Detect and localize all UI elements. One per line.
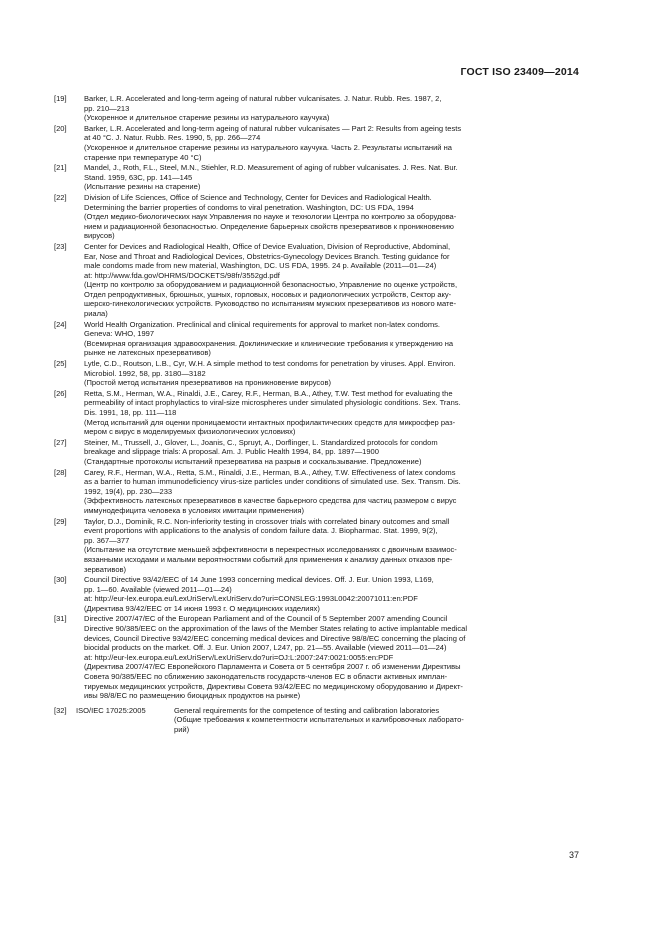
entry-line: at: http://www.fda.gov/OHRMS/DOCKETS/98fr/3552gd.pdf [84, 270, 280, 280]
entry-line: pp. 367—377 [84, 535, 130, 545]
entry-line: Determining the barrier properties of condoms to viral penetration. Washington, DC: US FDA, 1994 [84, 202, 414, 212]
entry-line: as a barrier to human immunodeficiency virus-size particles under conditions of simulated use. Sex. Transm. Dis. [84, 477, 461, 487]
entry-text [84, 163, 584, 192]
entry-line: ивы 98/8/EC по размещению биоцидных продуктов на рынке) [84, 691, 301, 701]
standard-header: ГОСТ ISO 23409—2014 [460, 66, 579, 78]
entry-line: Mandel, J., Roth, F.L., Steel, M.N., Stiehler, R.D. Measurement of aging of rubber vulcanisates. J. Res. Nat. Bur. [84, 163, 458, 173]
entry-line: (Испытание резины на старение) [84, 182, 201, 192]
entry-line: permeability of intact prophylactics to viral-size microspheres under simulated physiologic conditions. Sex. Trans. [84, 398, 461, 408]
entry-line: вязанными исходами и малыми вероятностями событий для применения к анализу данных отказов пре- [84, 554, 453, 564]
bibliography-entry [54, 468, 584, 516]
entry-text [84, 359, 584, 388]
entry-text [84, 242, 584, 319]
entry-line: мером с вирус в моделируемых физиологических условиях) [84, 427, 296, 437]
bibliography-entry [54, 614, 584, 700]
bibliography-entry [54, 575, 584, 613]
entry-line: Retta, S.M., Herman, W.A., Rinaldi, J.E., Carey, R.F., Herman, B.A., Athey, T.W. Test method for evaluating the [84, 388, 453, 398]
entry-line: at 40 °C. J. Natur. Rubb. Res. 1990, 5, pp. 266—274 [84, 133, 261, 143]
entry-line: at: http://eur-lex.europa.eu/LexUriServ/LexUriServ.do?uri=CONSLEG:1993L0042:20071011:en:PDF [84, 594, 418, 604]
entry-line: (Отдел медико-биологических наук Управления по науке и технологии Центра по контролю за оборудова- [84, 212, 457, 222]
entry-line: Council Directive 93/42/EEC of 14 June 1993 concerning medical devices. Off. J. Eur. Union 1993, L169, [84, 575, 434, 585]
bibliography-entry [54, 320, 584, 358]
entry-line: Совета 90/385/EEC по сближению законодательств государств-членов ЕС в области активных имплан- [84, 672, 448, 682]
entry-text [84, 575, 584, 613]
entry-line: pp. 1—60. Available (viewed 2011—01—24) [84, 584, 232, 594]
entry-line: Dis. 1991, 18, pp. 111—118 [84, 408, 177, 417]
entry-text [84, 124, 584, 162]
entry-line: Ear, Nose and Throat and Radiological Devices, Obstetrics-Gynecology Devices Branch. Testing guidance for [84, 251, 450, 261]
bibliography-entry [54, 438, 584, 467]
entry-number: [26] [54, 388, 67, 398]
entry-line: event proportions with applications to the analysis of condom failure data. J. Biopharmac. Stat. 1999, 9(2), [84, 526, 438, 536]
entry-line: зервативов) [84, 564, 127, 574]
entry-line: pp. 210—213 [84, 103, 130, 113]
entry-line: риала) [84, 309, 108, 319]
bibliography-entry [54, 124, 584, 162]
entry-line: devices, Council Directive 93/42/EEC concerning medical devices and Directive 98/8/EC concerning the placing of [84, 633, 466, 643]
bibliography-entry [54, 517, 584, 575]
entry-line: Division of Life Sciences, Office of Science and Technology, Center for Devices and Radiological Health. [84, 192, 432, 202]
entry-line: World Health Organization. Preclinical and clinical requirements for approval to market non-latex condoms. [84, 319, 440, 329]
entry-text [84, 389, 584, 437]
entry-line: breakage and slippage trials: A proposal. Am. J. Public Health 1994, 84, pp. 1897—1900 [84, 447, 379, 457]
entry-line: Center for Devices and Radiological Health, Office of Device Evaluation, Division of Reproductive, Abdominal, [84, 241, 451, 251]
entry-line: (Директива 93/42/EEC от 14 июня 1993 г. О медицинских изделиях) [84, 603, 320, 613]
entry-line: Directive 2007/47/EC of the European Parliament and of the Council of 5 September 2007 amending Council [84, 614, 448, 624]
entry-line: 1992, 19(4), pp. 230—233 [84, 486, 173, 496]
entry-number: [30] [54, 575, 67, 585]
entry-line: (Испытание на отсутствие меньшей эффективности в перекрестных исследованиях с двоичным взаимос- [84, 545, 457, 555]
entry-number: [27] [54, 437, 67, 447]
entry-text [84, 614, 584, 700]
entry-text [174, 706, 584, 735]
entry-line: (Всемирная организация здравоохранения. Доклинические и клинические требования к утверждению на [84, 338, 454, 348]
entry-text [84, 438, 584, 467]
entry-line: Barker, L.R. Accelerated and long-term ageing of natural rubber vulcanisates — Part 2: Results from ageing tests [84, 123, 462, 133]
entry-line: вирусов) [84, 231, 115, 241]
entry-line: Carey, R.F., Herman, W.A., Retta, S.M., Rinaldi, J.E., Herman, B.A., Athey, T.W. Effectiveness of latex condoms [84, 467, 456, 477]
bibliography-entry [54, 94, 584, 123]
entry-number: [23] [54, 241, 67, 251]
entry-number: [29] [54, 516, 67, 526]
entry-line: (Общие требования к компетентности испытательных и калибровочных лаборато- [174, 715, 464, 725]
entry-line: нием и радиационной безопасностью. Определение барьерных свойств презервативов к проникновению [84, 221, 454, 231]
entry-line: Barker, L.R. Accelerated and long-term ageing of natural rubber vulcanisates. J. Natur. Rubb. Res. 1987, 2, [84, 94, 442, 103]
entry-line: (Ускоренное и длительное старение резины из натурального каучука. Часть 2. Результаты испытаний на [84, 142, 452, 152]
entry-line: Taylor, D.J., Dominik, R.C. Non-inferiority testing in crossover trials with correlated binary outcomes and small [84, 516, 450, 526]
entry-line: (Ускоренное и длительное старение резины из натурального каучука) [84, 113, 330, 123]
entry-number: [22] [54, 192, 67, 202]
entry-number: [28] [54, 467, 67, 477]
entry-line: Отдел репродуктивных, брюшных, ушных, горловых, носовых и радиологических устройств, Сектор аку- [84, 289, 452, 299]
bibliography-list [54, 94, 584, 735]
entry-text [84, 193, 584, 241]
entry-line: шерско-гинекологических устройств. Руководство по испытаниям мужских презервативов из нового мате- [84, 299, 457, 309]
entry-line: at: http://eur-lex.europa.eu/LexUriServ/LexUriServ.do?uri=OJ:L:2007:247:0021:0055:en:PDF [84, 652, 394, 662]
entry-text [84, 468, 584, 516]
bibliography-entry [54, 706, 584, 735]
entry-number: [21] [54, 163, 67, 173]
entry-line: иммунодефицита человека в условиях имитации применения) [84, 505, 305, 515]
entry-line: General requirements for the competence of testing and calibration laboratories [174, 705, 440, 715]
bibliography-entry [54, 193, 584, 241]
entry-line: Steiner, M., Trussell, J., Glover, L., Joanis, C., Spruyt, A., Dorflinger, L. Standardized protocols for condom [84, 437, 438, 447]
entry-line: male condoms made from new material, Washington, DC. US FDA, 1995. 24 p. Available (2011—01—24) [84, 261, 437, 271]
entry-number: [24] [54, 319, 67, 329]
bibliography-entry [54, 242, 584, 319]
bibliography-entry [54, 359, 584, 388]
entry-number: [25] [54, 359, 67, 369]
entry-text [84, 320, 584, 358]
entry-line: Microbiol. 1992, 58, pp. 3180—3182 [84, 368, 206, 378]
entry-line: (Эффективность латексных презервативов в качестве барьерного средства для частиц размером с вирус [84, 496, 457, 506]
bibliography-entry [54, 163, 584, 192]
entry-number: [20] [54, 123, 67, 133]
entry-line: тируемых медицинских устройств, Директивы Совета 93/42/EEC по медицинскому оборудованию и Директ- [84, 681, 463, 691]
entry-line: (Центр по контролю за оборудованием и радиационной безопасностью, Управление по оценке устройств, [84, 280, 458, 290]
entry-number: [19] [54, 94, 67, 103]
entry-line: рынке не латексных презервативов) [84, 348, 211, 358]
entry-line: рий) [174, 725, 190, 734]
entry-line: biocidal products on the market. Off. J. Eur. Union 2007, L247, pp. 21—55. Available (viewed 2011—01—24) [84, 643, 447, 653]
entry-line: (Стандартные протоколы испытаний презерватива на разрыв и соскальзывание. Предложение) [84, 456, 422, 466]
entry-line: (Директива 2007/47/EC Европейского Парламента и Совета от 5 сентября 2007 г. об изменении Директивы [84, 662, 461, 672]
standard-designation: ISO/IEC 17025:2005 [76, 705, 146, 715]
entry-line: старение при температуре 40 °C) [84, 152, 202, 162]
entry-number: [32] [54, 705, 67, 715]
entry-text [84, 94, 584, 123]
entry-number: [31] [54, 614, 67, 624]
bibliography-entry [54, 389, 584, 437]
entry-line: Stand. 1959, 63C, pp. 141—145 [84, 172, 193, 182]
entry-line: Lytle, C.D., Routson, L.B., Cyr, W.H. A simple method to test condoms for penetration by viruses. Appl. Environ. [84, 359, 456, 369]
entry-text [84, 517, 584, 575]
entry-line: Geneva: WHO, 1997 [84, 329, 155, 339]
entry-line: (Метод испытаний для оценки проницаемости интактных профилактических средств для микросфер раз- [84, 417, 456, 427]
entry-line: (Простой метод испытания презервативов на проникновение вирусов) [84, 378, 331, 388]
page-number: 37 [568, 850, 579, 860]
entry-line: Directive 90/385/EEC on the approximation of the laws of the Member States relating to active implantable medical [84, 624, 467, 634]
